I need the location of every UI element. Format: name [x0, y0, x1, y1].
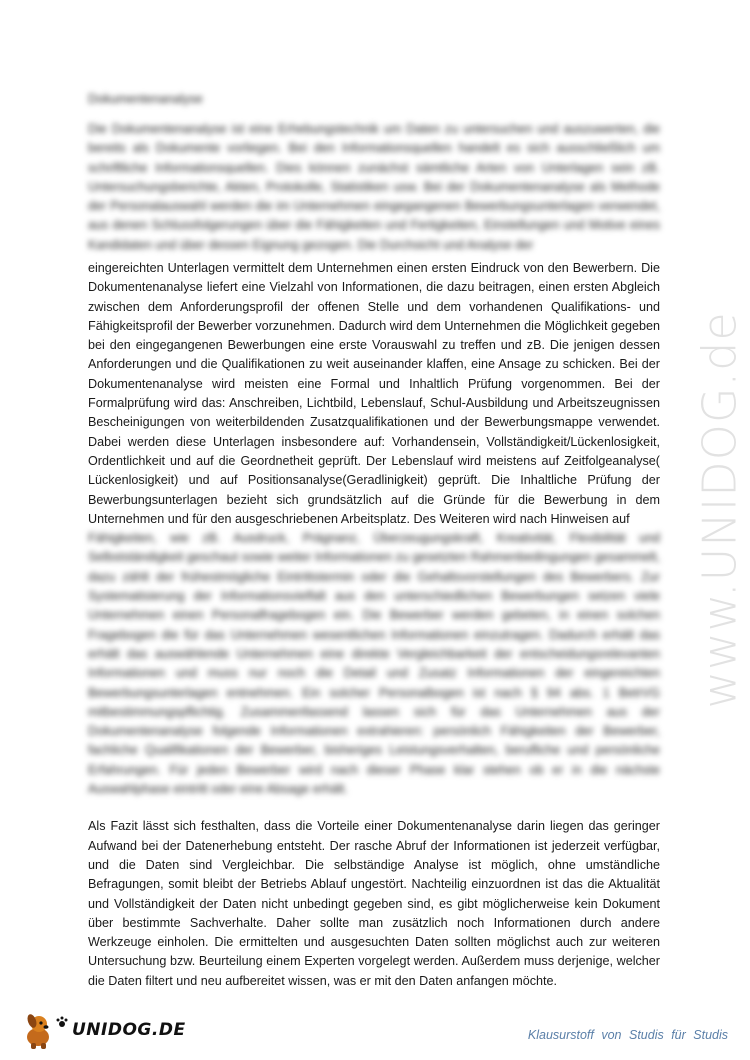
document-body	[88, 120, 660, 991]
conclusion-paragraph: Als Fazit lässt sich festhalten, dass die Vorteile einer Dokumentenanalyse darin liegen das geringer Aufwand bei der Datenerhebung entsteht. Der rasche Abruf der Informationen ist jederzeit verfügbar, und die Daten sind Vergleichbar. Die selbständige Analyse ist möglich, ohne umständliche Befragungen, somit bleibt der Betriebs Ablauf ungestört. Nachteilig einzuordnen ist das die Aktualität und Vollständigkeit der Daten nicht unbedingt gegeben sind, es gibt möglicherweise kein Dokument über bestimmte Sachverhalte. Daher sollte man zusätzlich noch Informationen durch andere Werkzeuge einholen. Die ermittelten und ausgesuchten Daten sollten möglichst auch zur weiteren Untersuchung bzw. Beurteilung einem Experten vorgelegt werden. Außerdem muss derjenige, welcher die Daten filtert und neu aufbereitet wissen, was er mit den Daten anfangen möchte.	[88, 819, 660, 988]
middle-paragraph-blurred: Fähigkeiten, wie zB. Ausdruck, Prägnanz, Überzeugungskraft, Kreativität, Flexibilität und Selbstständigkeit geschaut sowie weiter Informationen zu gesetzten Rahmenbedingungen gesammelt, dazu zählt der frühestmögliche Eintrittstermin oder die Gehaltsvorstellungen des Bewerbers. Zur Systematisierung der Informationsvielfalt aus den unterschiedlichen Bewerbungen setzen viele Unternehmen einen Personalfragebogen ein. Die Bewerber werden gebeten, in einen solchen Fragebogen die für das Unternehmen wesentlichen Informationen einzutragen. Dadurch erhält das erhält das auswählende Unternehmen eine direkte Vergleichbarkeit der entscheidungsrelevanten Informationen und muss nur noch die Detail und Zusatz Informationen der eingereichten Bewerbungsunterlagen entnehmen. Ein solcher Personalbogen ist nach § 94 abs. 1 BetrVG mitbestimmungspflichtig. Zusammenfassend lassen sich für das Unternehmen aus der Dokumentenanalyse folgende Informationen extrahieren: persönlich Fähigkeiten der Bewerber, fachliche Qualifikationen der Bewerber, bisheriges Leistungsverhalten, berufliche und persönliche Erfahrungen. Für jeden Bewerber wird nach dieser Phase klar stehen ob er in die nächste Auswahlphase eintritt oder eine Absage erhält.	[88, 531, 660, 797]
watermark	[690, 280, 750, 740]
visible-paragraph: eingereichten Unterlagen vermittelt dem Unternehmen einen ersten Eindruck von den Bewerbern. Die Dokumentenanalyse liefert eine Vielzahl von Informationen, die dazu beitragen, einen ersten Abgleich zwischen dem Anforderungsprofil der offenen Stelle und dem vorhandenen Qualifikations- und Fähigkeitsprofil der Bewerber vorzunehmen. Dadurch wird dem Unternehmen die Möglichkeit gegeben bei den eingegangenen Bewerbungen eine erste Vorauswahl zu treffen und zB. Die jenigen dessen Anforderungen und die Qualifikationen zu weit auseinander klaffen, eine Ansage zu schicken. Bei der Dokumentenanalyse wird meisten eine Formal und Inhaltlich Prüfung vorgenommen. Bei der Formalprüfung wird das: Anschreiben, Lichtbild, Lebenslauf, Schul-Ausbildung und Arbeitszeugnissen Bescheinigungen von weiterbildenden Zusatzqualifikationen und der Bewerbungsmappe verwendet. Dabei werden diese Unterlagen insbesondere auf: Vorhandensein, Vollständigkeit/Lückenlosigkeit, Ordentlichkeit und auf die Geordnetheit geprüft. Der Lebenslauf wird meistens auf Zeitfolgeanalyse( Lückenlosigkeit) und auf Positionsanalyse(Geradlinigkeit) geprüft. Die Inhaltliche Prüfung der Bewerbungsunterlagen bezieht sich grundsätzlich auf die Gründe für die Bewerbung in dem Unternehmen und für den ausgeschriebenen Arbeitsplatz. Des Weiteren wird nach Hinweisen auf	[88, 261, 660, 526]
dog-icon	[22, 1010, 56, 1050]
unidog-logo[interactable]	[22, 1008, 186, 1052]
watermark-text: www.UNIDOG.de	[693, 311, 747, 709]
intro-paragraph-blurred: Die Dokumentenanalyse ist eine Erhebungstechnik um Daten zu untersuchen und auszuwerten, die bereits als Dokumente vorliegen. Bei den Informationsquellen handelt es sich ausschließlich um schriftliche Informationsquellen. Dies können zunächst sämtliche Arten von Unterlagen sein zB. Untersuchungsberichte, Akten, Protokolle, Statistiken usw. Bei der Dokumentenanalyse als Methode der Personalauswahl werden die im Unternehmen eingegangenen Bewerbungsunterlagen verwendet, aus denen Schlussfolgerungen über die Fähigkeiten und Fertigkeiten, Einstellungen und Motive eines Kandidaten und über dessen Eignung gezogen. Die Durchsicht und Analyse der	[88, 122, 660, 252]
document-heading: Dokumentenanalyse	[88, 92, 203, 106]
logo-text: UNIDOG.DE	[72, 1020, 186, 1040]
paw-icon	[56, 1016, 68, 1028]
footer-slogan: Klausurstoff von Studis für Studis	[527, 1028, 728, 1042]
